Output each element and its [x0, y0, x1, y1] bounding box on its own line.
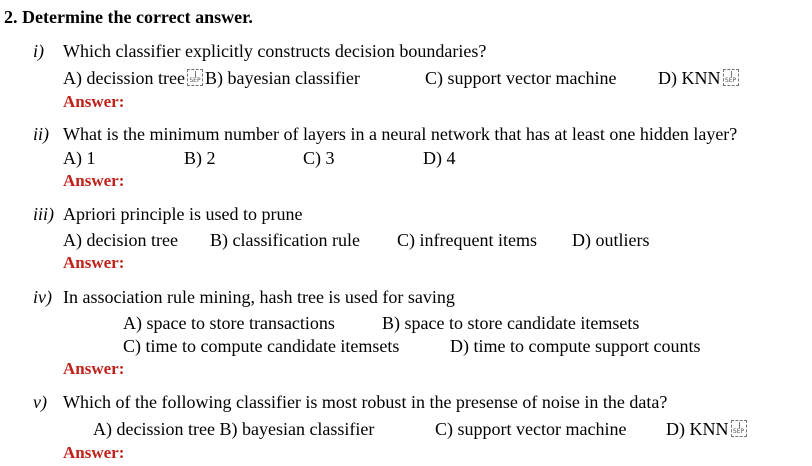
question-5-options-row: [93, 420, 374, 438]
question-4-answer-label: Answer:: [63, 359, 125, 378]
question-1-option-c: C) support vector machine: [425, 68, 617, 88]
question-1-option-a: A) decission tree: [63, 68, 185, 88]
question-5-answer-label: Answer:: [63, 443, 125, 462]
sep-icon: SEP: [723, 69, 739, 86]
sep-icon: SEP: [731, 420, 747, 437]
question-1-option-d-wrap: [658, 69, 741, 87]
question-2-option-b: B) 2: [184, 148, 216, 168]
question-5-number: v): [33, 392, 47, 412]
question-1-answer-label: Answer:: [63, 92, 125, 111]
question-4-option-b: B) space to store candidate itemsets: [382, 313, 640, 333]
question-3-option-b: B) classification rule: [210, 230, 360, 250]
question-2-option-d: D) 4: [423, 148, 456, 168]
question-5-option-b: B) bayesian classifier: [219, 419, 375, 439]
question-4-number: iv): [33, 287, 52, 307]
question-5-option-d-wrap: [666, 420, 749, 438]
section-title: 2. Determine the correct answer.: [4, 7, 253, 27]
question-5-option-d: D) KNN: [666, 419, 729, 439]
question-2-option-c: C) 3: [303, 148, 335, 168]
question-2-number: ii): [33, 124, 49, 144]
question-5-text: Which of the following classifier is most robust in the presense of noise in the data?: [63, 392, 668, 412]
sep-icon: SEP: [187, 69, 203, 86]
question-2-option-a: A) 1: [63, 148, 96, 168]
question-4-option-a: A) space to store transactions: [123, 313, 335, 333]
question-1-number: i): [33, 41, 44, 61]
question-2-text: What is the minimum number of layers in a neural network that has at least one hidden layer?: [63, 124, 738, 144]
question-4-option-d: D) time to compute support counts: [450, 336, 701, 356]
question-3-option-a: A) decision tree: [63, 230, 178, 250]
question-3-option-c: C) infrequent items: [397, 230, 537, 250]
question-3-text: Apriori principle is used to prune: [63, 204, 303, 224]
question-5-option-a: A) decission tree: [93, 419, 215, 439]
question-4-text: In association rule mining, hash tree is used for saving: [63, 287, 455, 307]
question-1-option-b: B) bayesian classifier: [204, 68, 360, 88]
question-1-options-row: [63, 69, 360, 87]
question-4-option-c: C) time to compute candidate itemsets: [123, 336, 400, 356]
question-2-answer-label: Answer:: [63, 171, 125, 190]
question-1-text: Which classifier explicitly constructs decision boundaries?: [63, 41, 487, 61]
question-3-option-d: D) outliers: [572, 230, 650, 250]
question-3-answer-label: Answer:: [63, 253, 125, 272]
question-1-option-d: D) KNN: [658, 68, 721, 88]
question-5-option-c: C) support vector machine: [435, 419, 627, 439]
question-3-number: iii): [33, 204, 54, 224]
